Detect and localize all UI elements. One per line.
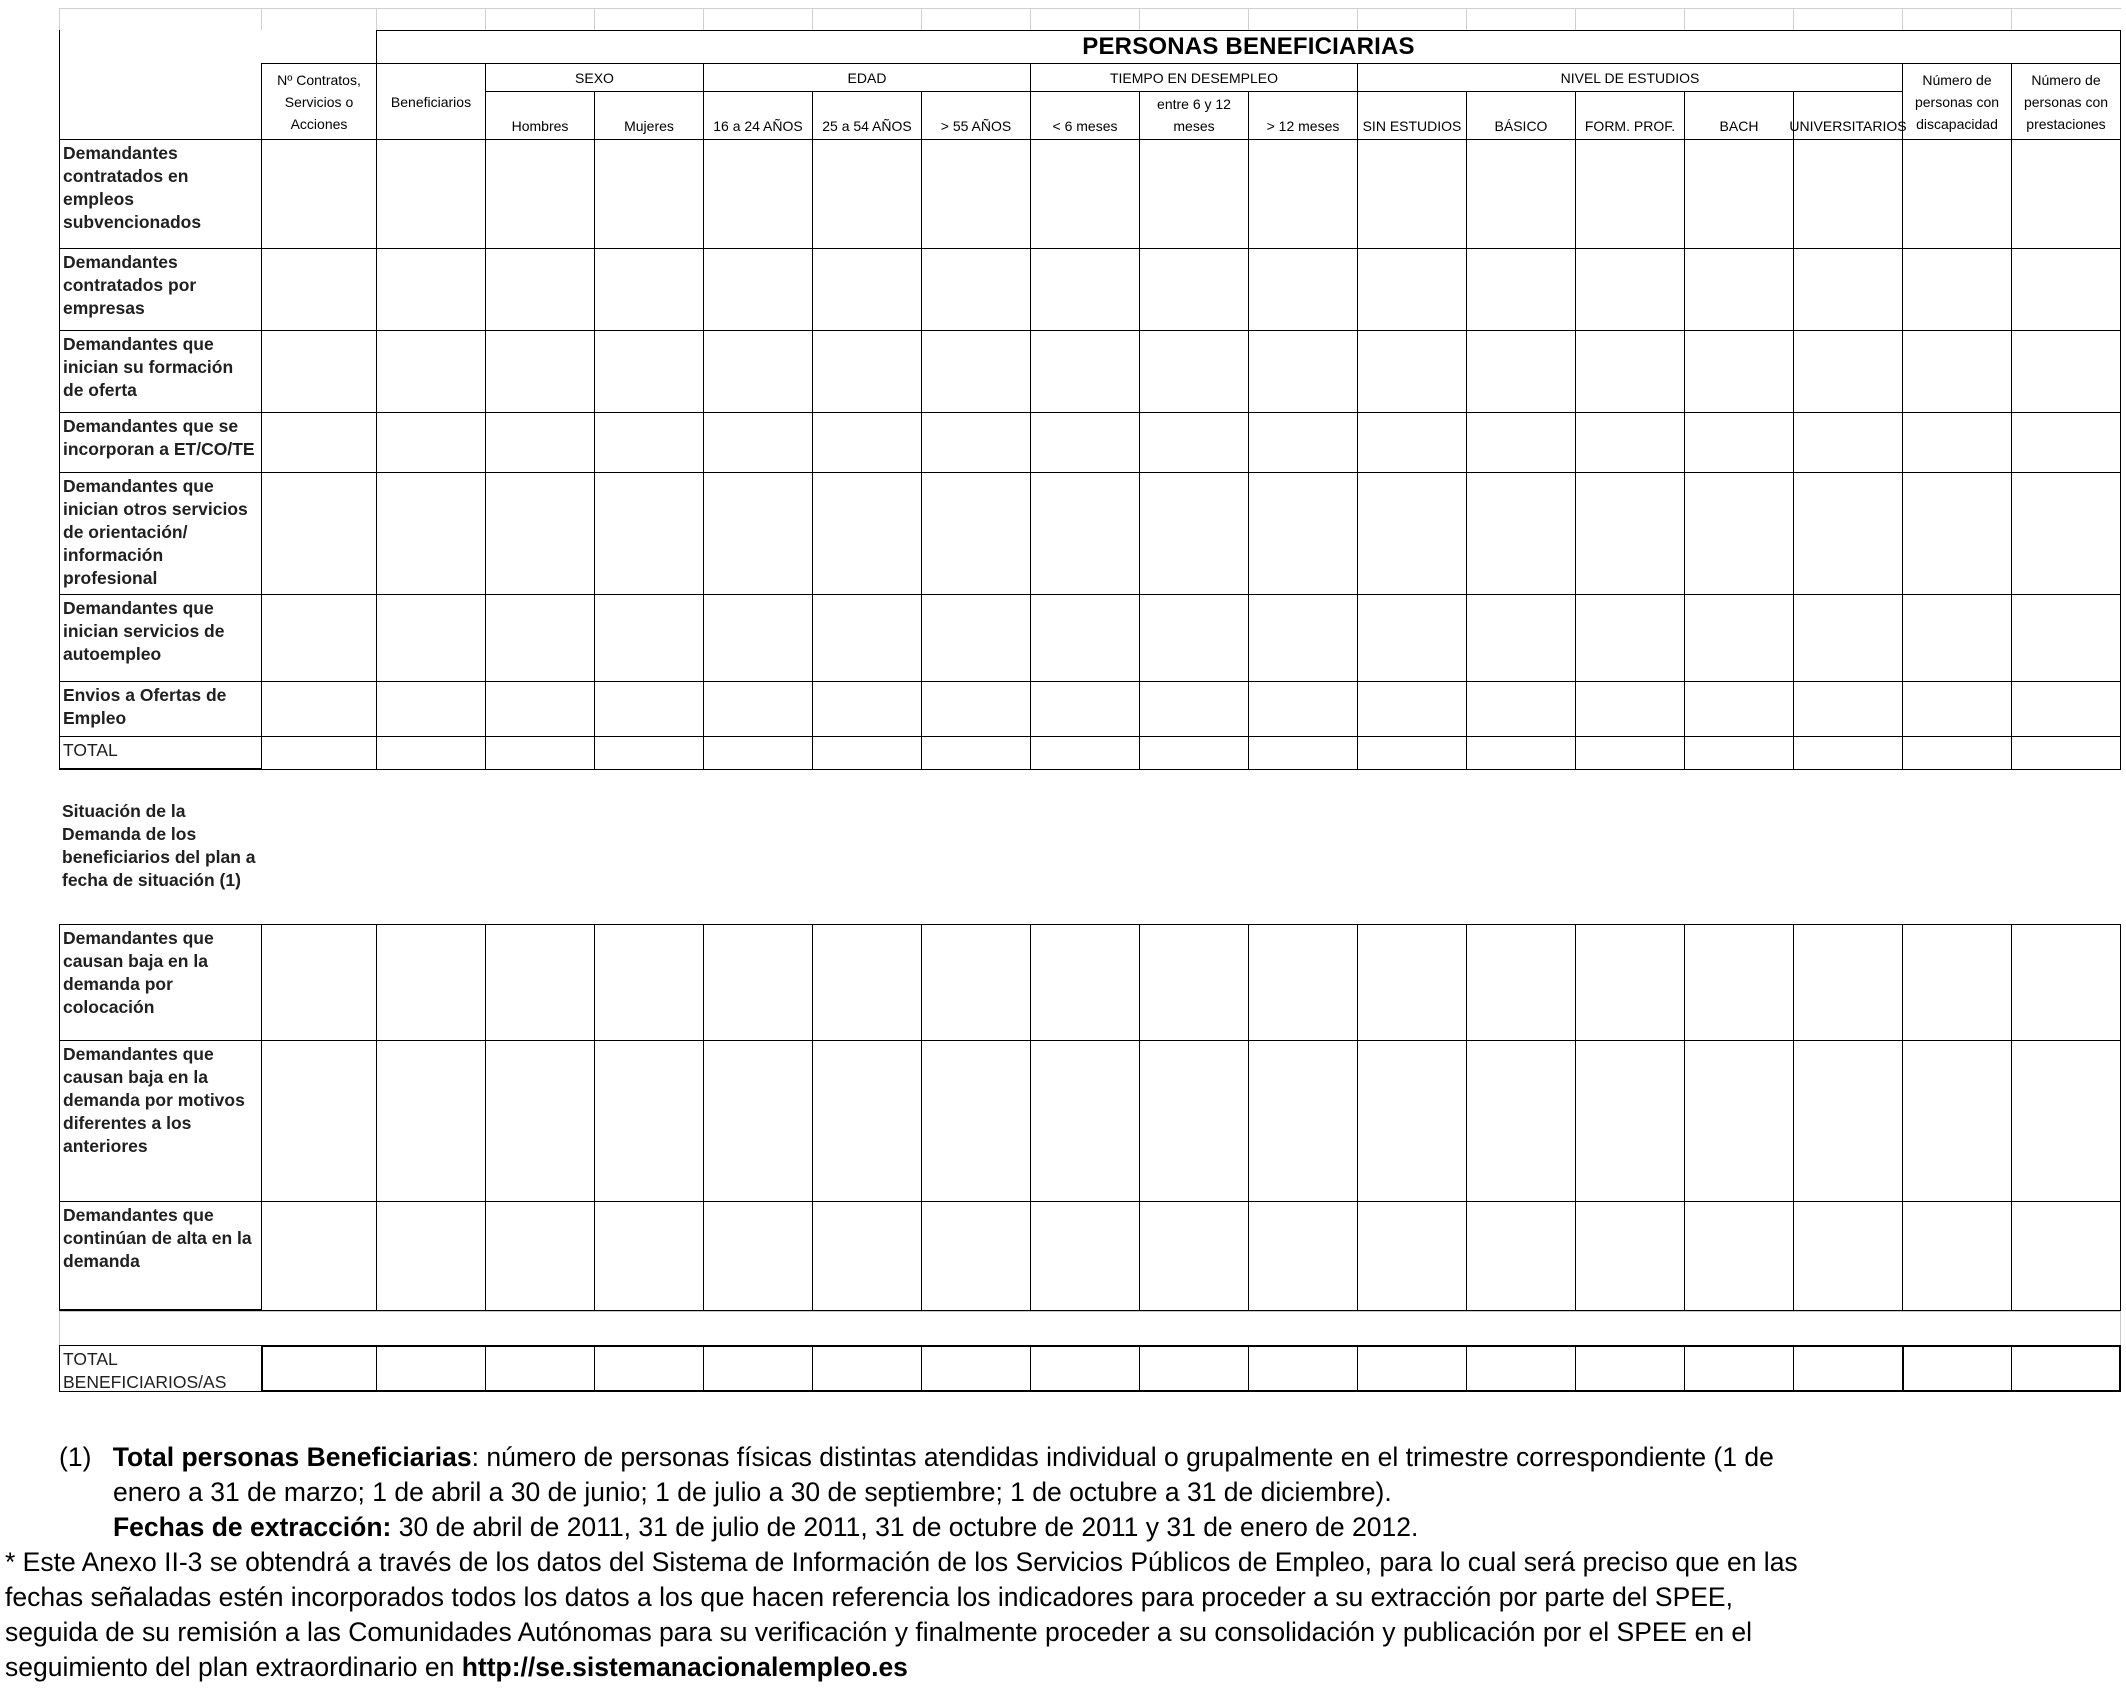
data-cell[interactable] — [594, 681, 703, 736]
header-sub: 25 a 54 AÑOS — [812, 91, 921, 139]
header-sub: Hombres — [485, 91, 594, 139]
row-label: Demandantes que causan baja en la demanda por colocación — [59, 924, 261, 1040]
data-cell[interactable] — [594, 412, 703, 472]
data-cell[interactable] — [376, 1201, 485, 1311]
data-cell[interactable] — [594, 330, 703, 412]
note-star-line-3: seguida de su remisión a las Comunidades Autónomas para su verificación y finalmente proceder a su consolidación y publicación por el SPEE en el — [5, 1617, 1753, 1647]
data-cell[interactable] — [921, 248, 1030, 330]
data-cell[interactable] — [1793, 736, 1902, 770]
data-cell[interactable] — [1139, 248, 1248, 330]
data-cell[interactable] — [376, 139, 485, 248]
data-cell[interactable] — [485, 681, 594, 736]
note-dates-label: Fechas de extracción: — [113, 1512, 392, 1542]
data-cell[interactable] — [1139, 330, 1248, 412]
data-cell[interactable] — [2011, 330, 2121, 412]
header-sub: Mujeres — [594, 91, 703, 139]
data-cell[interactable] — [1902, 736, 2011, 770]
data-cell[interactable] — [1575, 681, 1684, 736]
header-sub: FORM. PROF. — [1575, 91, 1684, 139]
data-cell[interactable] — [1030, 594, 1139, 681]
data-cell[interactable] — [485, 594, 594, 681]
data-cell[interactable] — [921, 412, 1030, 472]
data-cell[interactable] — [1248, 472, 1357, 594]
data-cell[interactable] — [1030, 1201, 1139, 1311]
data-cell[interactable] — [1684, 1040, 1793, 1201]
data-cell[interactable] — [261, 594, 376, 681]
header-contratos: Nº Contratos, Servicios o Acciones — [261, 63, 376, 139]
data-cell[interactable] — [703, 412, 812, 472]
data-cell[interactable] — [594, 1040, 703, 1201]
data-cell[interactable] — [921, 1040, 1030, 1201]
data-cell[interactable] — [485, 1040, 594, 1201]
data-cell[interactable] — [2011, 1201, 2121, 1311]
data-cell[interactable] — [812, 736, 921, 770]
spacer-row — [59, 1311, 2121, 1345]
data-cell[interactable] — [1139, 681, 1248, 736]
data-cell[interactable] — [1902, 139, 2011, 248]
data-cell[interactable] — [1466, 924, 1575, 1040]
header-discapacidad: Número de personas con discapacidad — [1902, 63, 2011, 139]
data-cell[interactable] — [485, 736, 594, 770]
header-group-tiempo: TIEMPO EN DESEMPLEO — [1030, 63, 1357, 91]
data-cell[interactable] — [2011, 924, 2121, 1040]
data-cell[interactable] — [594, 1201, 703, 1311]
data-cell[interactable] — [1357, 594, 1466, 681]
note-star-line-4 — [5, 1650, 908, 1685]
data-cell[interactable] — [1466, 472, 1575, 594]
data-cell[interactable] — [1030, 330, 1139, 412]
data-cell[interactable] — [703, 472, 812, 594]
sheet-gridcell — [485, 8, 594, 30]
data-cell[interactable] — [1793, 139, 1902, 248]
sheet-gridcell — [1902, 8, 2011, 30]
sheet-gridcell — [703, 8, 812, 30]
header-beneficiarios: Beneficiarios — [376, 63, 485, 139]
data-cell[interactable] — [1030, 1040, 1139, 1201]
data-cell[interactable] — [1902, 924, 2011, 1040]
data-cell[interactable] — [594, 924, 703, 1040]
data-cell[interactable] — [376, 736, 485, 770]
data-cell[interactable] — [812, 1345, 921, 1392]
data-cell[interactable] — [1139, 1201, 1248, 1311]
data-cell[interactable] — [1793, 681, 1902, 736]
data-cell[interactable] — [594, 594, 703, 681]
data-cell[interactable] — [812, 594, 921, 681]
data-cell[interactable] — [1793, 412, 1902, 472]
note-dates-text: 30 de abril de 2011, 31 de julio de 2011, 31 de octubre de 2011 y 31 de enero de 2012. — [391, 1512, 1419, 1542]
data-cell[interactable] — [1139, 472, 1248, 594]
data-cell[interactable] — [261, 924, 376, 1040]
data-cell[interactable] — [921, 1201, 1030, 1311]
data-cell[interactable] — [1030, 736, 1139, 770]
data-cell[interactable] — [1466, 1345, 1575, 1392]
data-cell[interactable] — [1575, 472, 1684, 594]
data-cell[interactable] — [1902, 594, 2011, 681]
data-cell[interactable] — [485, 1201, 594, 1311]
data-cell[interactable] — [703, 681, 812, 736]
data-cell[interactable] — [1793, 330, 1902, 412]
data-cell[interactable] — [1575, 248, 1684, 330]
data-cell[interactable] — [1248, 1201, 1357, 1311]
sheet-gridcell — [2011, 8, 2121, 30]
data-cell[interactable] — [703, 594, 812, 681]
data-cell[interactable] — [1466, 1040, 1575, 1201]
data-cell[interactable] — [1575, 1201, 1684, 1311]
data-cell[interactable] — [1030, 924, 1139, 1040]
row-label: Demandantes que causan baja en la demanda por motivos diferentes a los anteriores — [59, 1040, 261, 1201]
header-sub: 16 a 24 AÑOS — [703, 91, 812, 139]
header-group-estudios: NIVEL DE ESTUDIOS — [1357, 63, 1902, 91]
note-1-line-2: enero a 31 de marzo; 1 de abril a 30 de junio; 1 de julio a 30 de septiembre; 1 de octubre a 31 de diciembre). — [113, 1477, 1392, 1507]
header-sub: < 6 meses — [1030, 91, 1139, 139]
data-cell[interactable] — [485, 924, 594, 1040]
note-1-line-1 — [59, 1440, 1774, 1475]
data-cell[interactable] — [1793, 1345, 1902, 1392]
data-cell[interactable] — [1248, 736, 1357, 770]
data-cell[interactable] — [1248, 1040, 1357, 1201]
data-cell[interactable] — [261, 681, 376, 736]
data-cell[interactable] — [703, 139, 812, 248]
data-cell[interactable] — [376, 248, 485, 330]
note-text: : número de personas físicas distintas atendidas individual o grupalmente en el trimestre correspondiente (1 de — [471, 1442, 1774, 1472]
total-row-label: TOTAL — [59, 736, 261, 770]
sheet-gridcell — [1139, 8, 1248, 30]
header-group-edad: EDAD — [703, 63, 1030, 91]
data-cell[interactable] — [1575, 330, 1684, 412]
data-cell[interactable] — [1575, 736, 1684, 770]
data-cell[interactable] — [1684, 1201, 1793, 1311]
data-cell[interactable] — [376, 1345, 485, 1392]
data-cell[interactable] — [1466, 139, 1575, 248]
row-label: Demandantes que se incorporan a ET/CO/TE — [59, 412, 261, 472]
data-cell[interactable] — [1139, 1345, 1248, 1392]
data-cell[interactable] — [2011, 412, 2121, 472]
sheet-gridcell — [59, 8, 261, 30]
sheet-gridcell — [1793, 8, 1902, 30]
beneficiaries-table — [59, 8, 2121, 1392]
header-sub: BÁSICO — [1466, 91, 1575, 139]
data-cell[interactable] — [921, 594, 1030, 681]
data-cell[interactable] — [1466, 248, 1575, 330]
data-cell[interactable] — [376, 330, 485, 412]
data-cell[interactable] — [261, 1040, 376, 1201]
data-cell[interactable] — [1684, 594, 1793, 681]
sheet-gridcell — [1357, 8, 1466, 30]
header-sub: SIN ESTUDIOS — [1357, 91, 1466, 139]
data-cell[interactable] — [921, 139, 1030, 248]
data-cell[interactable] — [1248, 412, 1357, 472]
data-cell[interactable] — [376, 472, 485, 594]
data-cell[interactable] — [812, 924, 921, 1040]
data-cell[interactable] — [1357, 681, 1466, 736]
data-cell[interactable] — [812, 248, 921, 330]
data-cell[interactable] — [703, 248, 812, 330]
data-cell[interactable] — [376, 681, 485, 736]
data-cell[interactable] — [1793, 472, 1902, 594]
data-cell[interactable] — [485, 412, 594, 472]
header-sub: > 12 meses — [1248, 91, 1357, 139]
header-sub: UNIVERSITARIOS — [1793, 91, 1902, 139]
row-label: Envios a Ofertas de Empleo — [59, 681, 261, 736]
data-cell[interactable] — [703, 736, 812, 770]
data-cell[interactable] — [1357, 1040, 1466, 1201]
data-cell[interactable] — [1902, 1201, 2011, 1311]
data-cell[interactable] — [921, 681, 1030, 736]
header-sub: BACH — [1684, 91, 1793, 139]
data-cell[interactable] — [1466, 1201, 1575, 1311]
data-cell[interactable] — [1684, 1345, 1793, 1392]
data-cell[interactable] — [261, 1201, 376, 1311]
data-cell[interactable] — [1139, 924, 1248, 1040]
sheet-gridcell — [812, 8, 921, 30]
data-cell[interactable] — [812, 1040, 921, 1201]
sheet-gridcell — [261, 8, 376, 30]
data-cell[interactable] — [1793, 248, 1902, 330]
data-cell[interactable] — [1357, 736, 1466, 770]
data-cell[interactable] — [1466, 736, 1575, 770]
data-cell[interactable] — [703, 1201, 812, 1311]
data-cell[interactable] — [1902, 1345, 2011, 1392]
data-cell[interactable] — [594, 472, 703, 594]
data-cell[interactable] — [261, 330, 376, 412]
data-cell[interactable] — [1030, 472, 1139, 594]
data-cell[interactable] — [261, 248, 376, 330]
data-cell[interactable] — [1684, 681, 1793, 736]
data-cell[interactable] — [1466, 412, 1575, 472]
data-cell[interactable] — [2011, 1345, 2121, 1392]
data-cell[interactable] — [1902, 681, 2011, 736]
data-cell[interactable] — [1248, 681, 1357, 736]
data-cell[interactable] — [2011, 594, 2121, 681]
data-cell[interactable] — [2011, 1040, 2121, 1201]
data-cell[interactable] — [1575, 1040, 1684, 1201]
data-cell[interactable] — [1139, 139, 1248, 248]
data-cell[interactable] — [1030, 1345, 1139, 1392]
data-cell[interactable] — [2011, 248, 2121, 330]
data-cell[interactable] — [812, 681, 921, 736]
data-cell[interactable] — [485, 1345, 594, 1392]
sheet-gridcell — [1466, 8, 1575, 30]
data-cell[interactable] — [1902, 1040, 2011, 1201]
data-cell[interactable] — [261, 412, 376, 472]
sheet-gridcell — [594, 8, 703, 30]
data-cell[interactable] — [376, 924, 485, 1040]
data-cell[interactable] — [1466, 330, 1575, 412]
data-cell[interactable] — [1357, 924, 1466, 1040]
data-cell[interactable] — [1248, 594, 1357, 681]
data-cell[interactable] — [703, 1040, 812, 1201]
data-cell[interactable] — [1248, 248, 1357, 330]
data-cell[interactable] — [1684, 248, 1793, 330]
data-cell[interactable] — [1793, 1040, 1902, 1201]
total-beneficiarios-label: TOTAL BENEFICIARIOS/AS — [59, 1345, 261, 1392]
data-cell[interactable] — [1139, 1040, 1248, 1201]
header-sub: entre 6 y 12 meses — [1139, 91, 1248, 139]
data-cell[interactable] — [1466, 681, 1575, 736]
data-cell[interactable] — [1357, 1345, 1466, 1392]
note-star-text: seguimiento del plan extraordinario en — [5, 1652, 462, 1682]
data-cell[interactable] — [812, 139, 921, 248]
section-label: Situación de la Demanda de los beneficiarios del plan a fecha de situación (1) — [62, 801, 256, 890]
data-cell[interactable] — [1357, 412, 1466, 472]
data-cell[interactable] — [1684, 736, 1793, 770]
table-title: PERSONAS BENEFICIARIAS — [376, 30, 2121, 63]
note-star-line-2: fechas señaladas estén incorporados todos los datos a los que hacen referencia los indicadores para proceder a su extracción por parte del SPEE, — [5, 1582, 1733, 1612]
data-cell[interactable] — [594, 1345, 703, 1392]
data-cell[interactable] — [1030, 139, 1139, 248]
data-cell[interactable] — [1030, 248, 1139, 330]
data-cell[interactable] — [1248, 139, 1357, 248]
data-cell[interactable] — [1139, 736, 1248, 770]
data-cell[interactable] — [1684, 472, 1793, 594]
data-cell[interactable] — [812, 1201, 921, 1311]
data-cell[interactable] — [921, 924, 1030, 1040]
sheet-gridcell — [1684, 8, 1793, 30]
data-cell[interactable] — [921, 330, 1030, 412]
note-star-line-1: * Este Anexo II-3 se obtendrá a través de los datos del Sistema de Información de los Servicios Públicos de Empleo, para lo cual será preciso que en las — [5, 1547, 1798, 1577]
row-label: Demandantes que inician su formación de oferta — [59, 330, 261, 412]
sheet-gridcell — [921, 8, 1030, 30]
data-cell[interactable] — [1793, 1201, 1902, 1311]
data-cell[interactable] — [594, 139, 703, 248]
data-cell[interactable] — [485, 330, 594, 412]
data-cell[interactable] — [485, 139, 594, 248]
data-cell[interactable] — [261, 139, 376, 248]
row-label: Demandantes que inician servicios de autoempleo — [59, 594, 261, 681]
data-cell[interactable] — [2011, 472, 2121, 594]
row-label: Demandantes que inician otros servicios de orientación/ información profesional — [59, 472, 261, 594]
header-corner — [59, 30, 261, 139]
data-cell[interactable] — [594, 248, 703, 330]
note-marker: (1) — [59, 1442, 92, 1472]
data-cell[interactable] — [261, 1345, 376, 1392]
data-cell[interactable] — [1902, 330, 2011, 412]
data-cell[interactable] — [1684, 139, 1793, 248]
data-cell[interactable] — [812, 472, 921, 594]
data-cell[interactable] — [2011, 139, 2121, 248]
data-cell[interactable] — [1793, 594, 1902, 681]
data-cell[interactable] — [1030, 681, 1139, 736]
data-cell[interactable] — [1139, 412, 1248, 472]
data-cell[interactable] — [1248, 330, 1357, 412]
data-cell[interactable] — [1793, 924, 1902, 1040]
data-cell[interactable] — [703, 330, 812, 412]
data-cell[interactable] — [1357, 472, 1466, 594]
data-cell[interactable] — [1902, 248, 2011, 330]
data-cell[interactable] — [376, 594, 485, 681]
data-cell[interactable] — [261, 472, 376, 594]
data-cell[interactable] — [812, 330, 921, 412]
data-cell[interactable] — [1684, 330, 1793, 412]
data-cell[interactable] — [1902, 412, 2011, 472]
data-cell[interactable] — [1902, 472, 2011, 594]
data-cell[interactable] — [1575, 139, 1684, 248]
row-label: Demandantes contratados por empresas — [59, 248, 261, 330]
data-cell[interactable] — [376, 412, 485, 472]
url-link[interactable]: http://se.sistemanacionalempleo.es — [461, 1652, 908, 1682]
data-cell[interactable] — [1357, 1201, 1466, 1311]
header-sub: > 55 AÑOS — [921, 91, 1030, 139]
data-cell[interactable] — [594, 736, 703, 770]
data-cell[interactable] — [921, 472, 1030, 594]
data-cell[interactable] — [921, 1345, 1030, 1392]
header-prestaciones: Número de personas con prestaciones — [2011, 63, 2121, 139]
data-cell[interactable] — [1684, 412, 1793, 472]
data-cell[interactable] — [921, 736, 1030, 770]
data-cell[interactable] — [485, 472, 594, 594]
data-cell[interactable] — [1248, 924, 1357, 1040]
data-cell[interactable] — [2011, 681, 2121, 736]
data-cell[interactable] — [2011, 736, 2121, 770]
note-extraction-dates — [113, 1510, 1418, 1545]
note-bold-term: Total personas Beneficiarias — [112, 1442, 472, 1472]
sheet-gridcell — [1030, 8, 1139, 30]
data-cell[interactable] — [1139, 594, 1248, 681]
data-cell[interactable] — [1575, 924, 1684, 1040]
data-cell[interactable] — [1357, 248, 1466, 330]
data-cell[interactable] — [376, 1040, 485, 1201]
sheet-gridcell — [1575, 8, 1684, 30]
row-label: Demandantes que continúan de alta en la demanda — [59, 1201, 261, 1311]
data-cell[interactable] — [1466, 594, 1575, 681]
data-cell[interactable] — [812, 412, 921, 472]
header-group-sexo: SEXO — [485, 63, 703, 91]
row-label: Demandantes contratados en empleos subvencionados — [59, 139, 261, 248]
sheet-gridcell — [1248, 8, 1357, 30]
data-cell[interactable] — [1575, 412, 1684, 472]
data-cell[interactable] — [1248, 1345, 1357, 1392]
data-cell[interactable] — [1575, 1345, 1684, 1392]
sheet-gridcell — [376, 8, 485, 30]
data-cell[interactable] — [1030, 412, 1139, 472]
data-cell[interactable] — [1684, 924, 1793, 1040]
data-cell[interactable] — [1357, 330, 1466, 412]
data-cell[interactable] — [703, 1345, 812, 1392]
data-cell[interactable] — [1357, 139, 1466, 248]
data-cell[interactable] — [485, 248, 594, 330]
data-cell[interactable] — [261, 736, 376, 770]
data-cell[interactable] — [1575, 594, 1684, 681]
data-cell[interactable] — [703, 924, 812, 1040]
